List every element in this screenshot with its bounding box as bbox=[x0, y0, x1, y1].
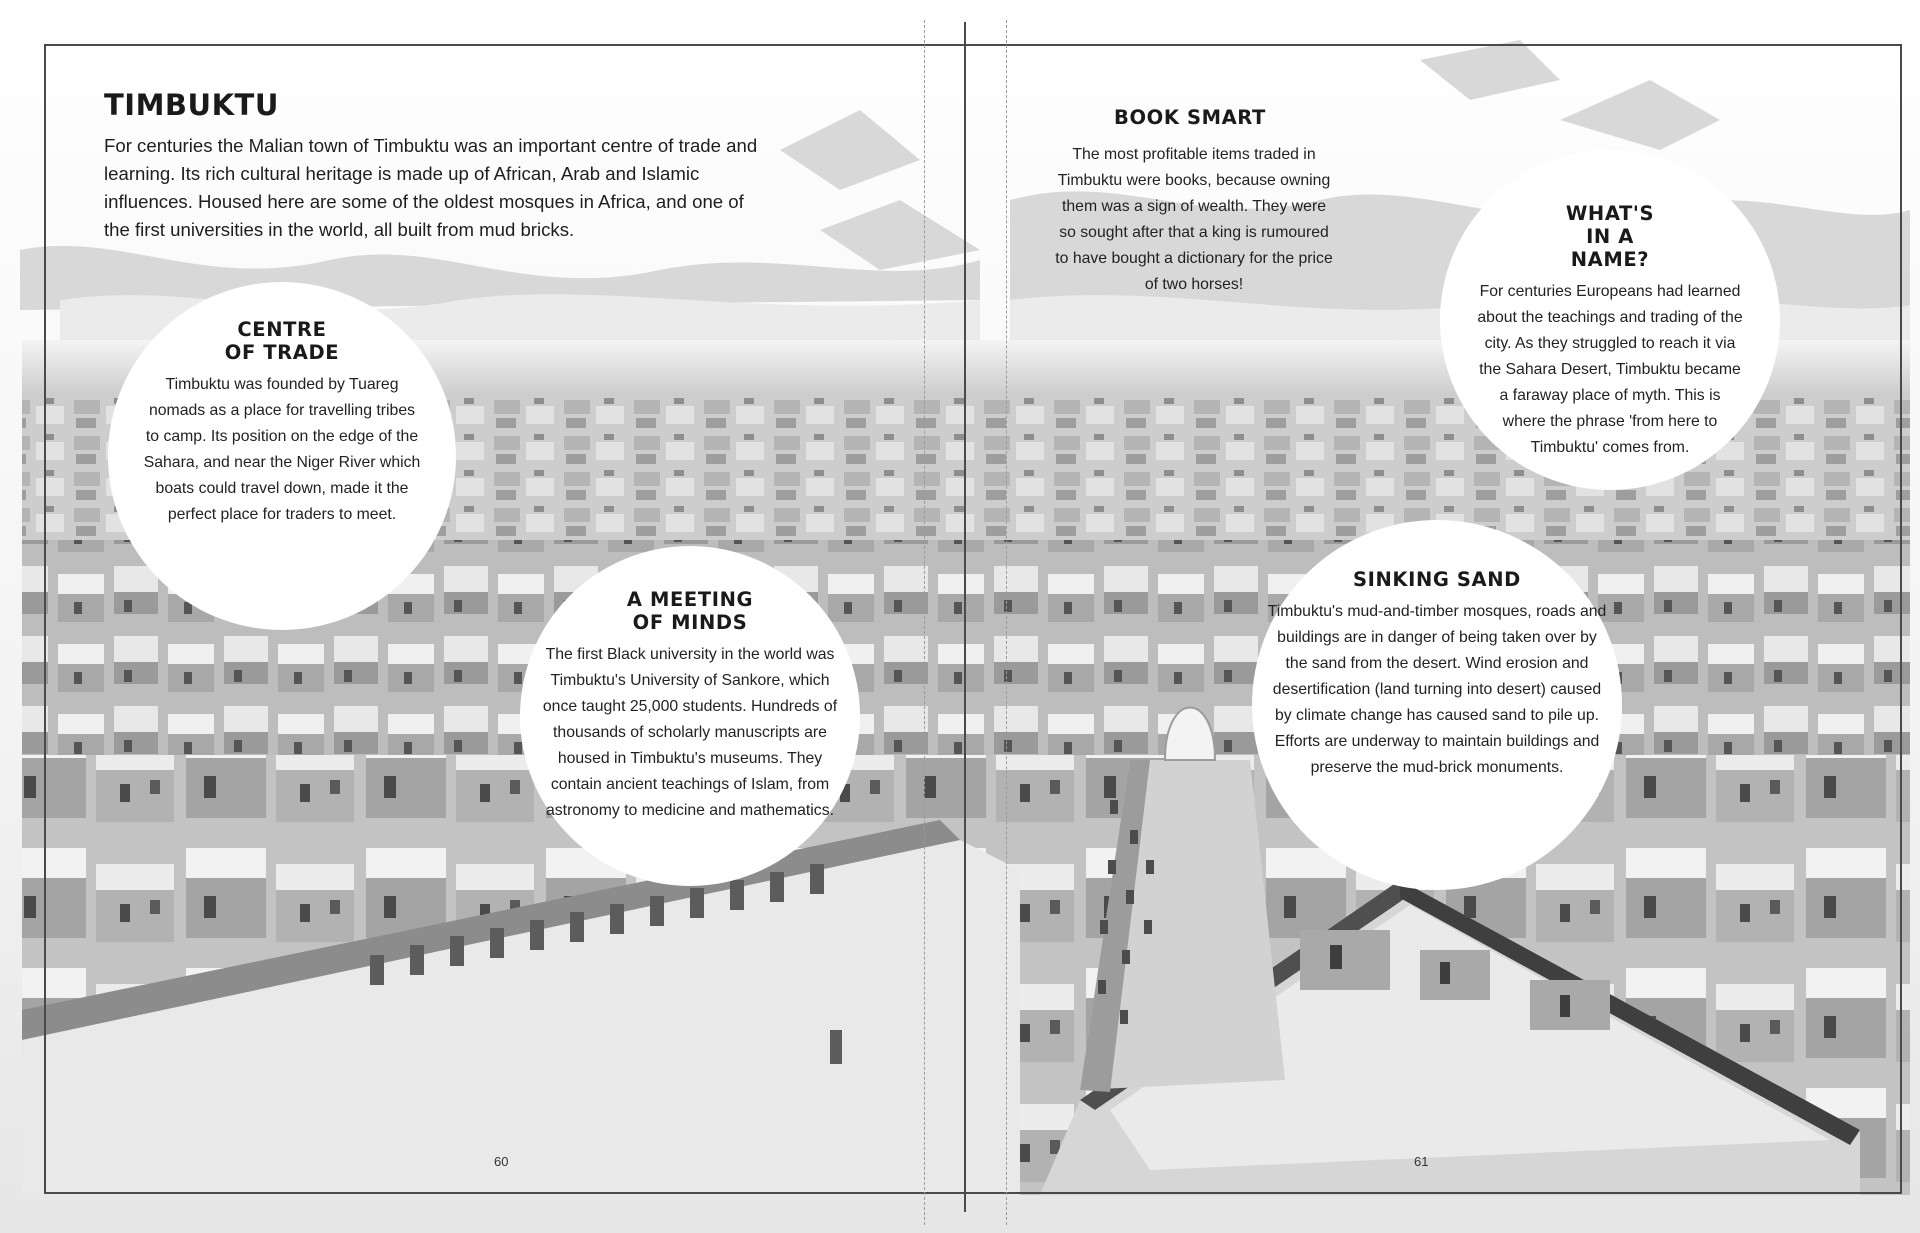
gutter-guide-right bbox=[1006, 20, 1007, 1225]
gutter-guide-left bbox=[924, 20, 925, 1225]
sinking-sand-text: Timbuktu's mud-and-timber mosques, roads and buildings are in danger of being taken over by the sand from the desert. Wind erosion and desertification (land turning into desert) caused by climate change has caused sand to pile up. Efforts are underway to maintain buildings and preserve the mud-brick monuments. bbox=[1267, 603, 1607, 776]
centre-of-trade-heading: CENTRE OF TRADE bbox=[224, 318, 340, 364]
meeting-of-minds-text: The first Black university in the world was Timbuktu's University of Sankore, which once taught 25,000 students. Hundreds of thousands of scholarly manuscripts are housed in Timbuktu's museums. They contain ancient teachings of Islam, from astronomy to medicine and mathematics. bbox=[542, 646, 838, 819]
whats-in-a-name-text: For centuries Europeans had learned about the teachings and trading of the city. As they struggled to reach it via the Sahara Desert, Timbuktu became a faraway place of myth. This is where the phrase 'from here to Timbuktu' comes from. bbox=[1477, 283, 1743, 456]
intro-text: For centuries the Malian town of Timbuktu was an important centre of trade and learning. Its rich cultural heritage is made up of African, Arab and Islamic influences. Housed here are some of the oldest mosques in Africa, and one of the first universities in the world, all built from mud bricks. bbox=[104, 135, 758, 240]
right-page-frame-bottom bbox=[964, 1192, 1902, 1194]
right-page-frame-right bbox=[1900, 44, 1902, 1192]
left-page-frame-top bbox=[44, 44, 966, 46]
intro-section bbox=[104, 88, 764, 244]
spine-line bbox=[964, 22, 966, 1212]
meeting-of-minds-bubble bbox=[520, 546, 860, 886]
book-smart-heading: BOOK SMART bbox=[1114, 106, 1266, 129]
centre-of-trade-text: Timbuktu was founded by Tuareg nomads as a place for travelling tribes to camp. Its position on the edge of the Sahara, and near the Niger River which boats could travel down, made it the perfect place for traders to meet. bbox=[143, 376, 421, 523]
left-page-frame-left bbox=[44, 44, 46, 1192]
right-page-frame-top bbox=[964, 44, 1902, 46]
page-title: TIMBUKTU bbox=[104, 88, 279, 122]
left-page-frame-bottom bbox=[44, 1192, 966, 1194]
centre-of-trade-bubble bbox=[108, 282, 456, 630]
book-smart-text: The most profitable items traded in Timbuktu were books, because owning them was a sign of wealth. They were so sought after that a king is rumoured to have bought a dictionary for the price of two horses! bbox=[1055, 146, 1333, 293]
whats-in-a-name-bubble bbox=[1440, 150, 1780, 490]
whats-in-a-name-heading: WHAT'S IN A NAME? bbox=[1565, 202, 1655, 271]
meeting-of-minds-heading: A MEETING OF MINDS bbox=[626, 588, 754, 634]
page-number-left: 60 bbox=[494, 1154, 509, 1169]
page-number-right: 61 bbox=[1414, 1154, 1429, 1169]
sinking-sand-heading: SINKING SAND bbox=[1353, 568, 1521, 591]
sinking-sand-bubble bbox=[1252, 520, 1622, 890]
